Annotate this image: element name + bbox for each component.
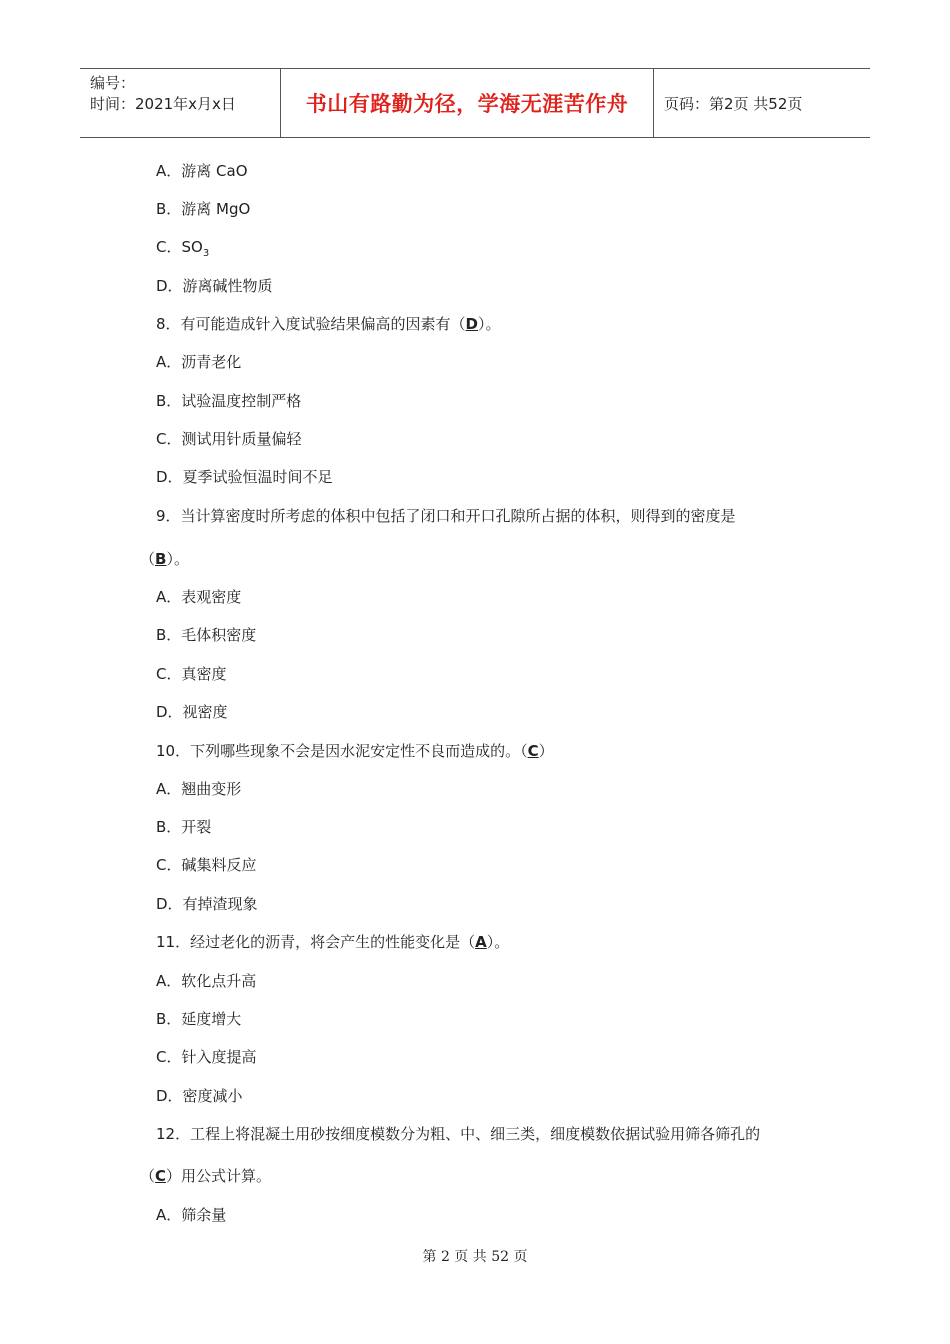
- question-8: 8．有可能造成针入度试验结果偏高的因素有（D）。: [156, 315, 501, 333]
- option-line: C．真密度: [156, 665, 227, 683]
- option-line: D．密度减小: [156, 1087, 243, 1105]
- option-line: D．游离碱性物质: [156, 277, 273, 295]
- number-label: 编号：: [90, 74, 136, 92]
- answer: C: [155, 1167, 167, 1185]
- header-info: [80, 69, 281, 137]
- option-line: A．筛余量: [156, 1206, 227, 1224]
- option-line: C．$SO_3$: [156, 238, 210, 259]
- question-9-cont: （B）。: [140, 550, 189, 568]
- option-line: B．试验温度控制严格: [156, 392, 302, 410]
- answer: D: [465, 315, 478, 333]
- motto: 书山有路勤为径，学海无涯苦作舟: [305, 92, 629, 116]
- answer: C: [527, 742, 539, 760]
- question-10: 10．下列哪些现象不会是因水泥安定性不良而造成的。（C）: [156, 742, 554, 760]
- option-line: D．有掉渣现象: [156, 895, 258, 913]
- option-line: A．游离 CaO: [156, 162, 248, 180]
- question-11: 11．经过老化的沥青，将会产生的性能变化是（A）。: [156, 933, 510, 951]
- page-footer: 第 2 页 共 52 页: [422, 1249, 528, 1265]
- question-9: 9．当计算密度时所考虑的体积中包括了闭口和开口孔隙所占据的体积，则得到的密度是: [156, 507, 736, 525]
- answer: A: [475, 933, 487, 951]
- option-line: D．夏季试验恒温时间不足: [156, 468, 333, 486]
- option-line: B．游离 MgO: [156, 200, 251, 218]
- question-12-cont: （C）用公式计算。: [140, 1167, 272, 1185]
- option-line: B．开裂: [156, 818, 212, 836]
- time-label: 时间：2021年x月x日: [90, 95, 236, 113]
- option-line: C．测试用针质量偏轻: [156, 430, 302, 448]
- question-12: 12．工程上将混凝土用砂按细度模数分为粗、中、细三类，细度模数依据试验用筛各筛孔的: [156, 1125, 761, 1143]
- option-line: A．软化点升高: [156, 972, 257, 990]
- option-line: C．碱集料反应: [156, 856, 257, 874]
- header-motto-cell: [281, 69, 654, 137]
- option-line: C．针入度提高: [156, 1048, 257, 1066]
- answer: B: [155, 550, 167, 568]
- option-line: A．沥青老化: [156, 353, 242, 371]
- option-line: A．翘曲变形: [156, 780, 242, 798]
- subscript: 3: [202, 248, 210, 259]
- page-header: [80, 68, 870, 138]
- option-line: A．表观密度: [156, 588, 242, 606]
- page-label: 页码：第2页 共52页: [664, 94, 803, 113]
- option-line: B．延度增大: [156, 1010, 242, 1028]
- option-line: D．视密度: [156, 703, 228, 721]
- header-page-cell: [654, 69, 870, 137]
- option-line: B．毛体积密度: [156, 626, 257, 644]
